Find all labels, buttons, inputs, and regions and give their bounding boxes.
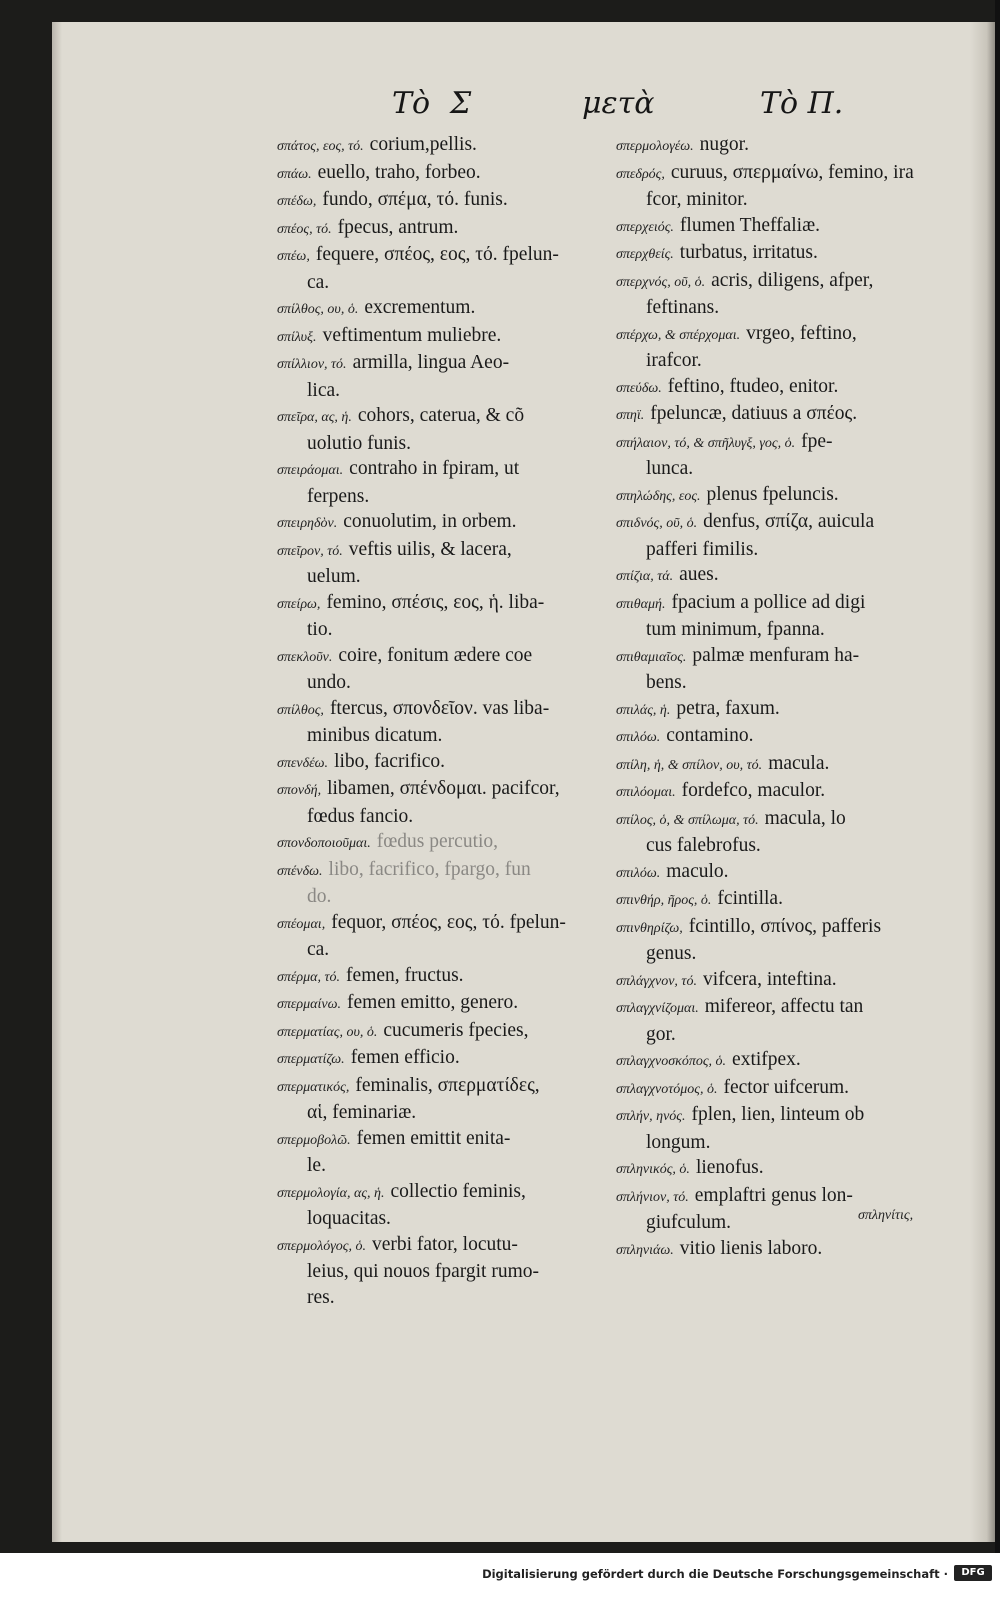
gloss-continuation: lica. (307, 379, 341, 401)
latin-gloss: acris, diligens, afper, (711, 269, 874, 291)
latin-gloss: conuolutim, in orbem. (343, 511, 517, 532)
gloss-continuation: fœdus fancio. (307, 805, 414, 827)
header-part-2: Σ (450, 86, 472, 121)
gloss-continuation: irafcor. (646, 350, 702, 371)
dictionary-entry (277, 829, 627, 857)
header-part-4: Τὸ Π. (760, 86, 844, 121)
dictionary-entry (277, 643, 627, 696)
greek-headword: σπείρω, (277, 596, 321, 612)
dictionary-entry (616, 778, 966, 806)
dictionary-entry (277, 1018, 627, 1046)
latin-gloss: fector uifcerum. (723, 1076, 850, 1098)
latin-gloss: euello, traho, forbeo. (317, 161, 481, 183)
gloss-continuation: tum minimum, fpanna. (646, 619, 825, 640)
greek-headword: σπειρηδὸν. (277, 516, 338, 531)
greek-headword: σπλαγχνοσκόπος, ὁ. (616, 1054, 727, 1069)
gloss-continuation: αἱ, feminariæ. (307, 1102, 417, 1123)
latin-gloss: collectio feminis, (390, 1180, 526, 1202)
dictionary-entry (277, 295, 627, 323)
latin-gloss: curuus, σπερμαίνω, femino, ira (670, 161, 914, 183)
dictionary-entry (616, 1236, 966, 1264)
dictionary-entry (616, 723, 966, 751)
gloss-continuation: uelum. (307, 566, 361, 587)
latin-gloss: lienofus. (695, 1157, 764, 1178)
greek-headword: σπίλυξ. (277, 329, 317, 345)
dictionary-entry (277, 242, 627, 295)
dictionary-entry (277, 1285, 627, 1311)
dictionary-entry (277, 403, 627, 456)
greek-headword: σπιδνός, οῦ, ὁ. (616, 516, 698, 531)
dfg-logo: DFG (954, 1565, 992, 1581)
greek-headword: σπέρχω, & σπέρχομαι. (616, 327, 741, 343)
latin-gloss: flumen Theffaliæ. (679, 214, 820, 236)
latin-gloss: fcintillo, σπίνος, pafferis (688, 915, 882, 937)
latin-gloss: libamen, σπένδομαι. pacifcor, (327, 778, 560, 799)
dictionary-entry (616, 401, 966, 429)
gloss-continuation: pafferi fimilis. (646, 538, 759, 560)
catchword: σπληνίτις, (858, 1208, 914, 1223)
dictionary-entry (277, 1045, 627, 1073)
greek-headword: σπερχειός. (616, 219, 674, 235)
latin-gloss: excrementum. (364, 297, 476, 318)
gloss-continuation: ferpens. (307, 485, 370, 507)
greek-headword: σπερμολογέω. (616, 139, 694, 154)
dictionary-entry (277, 910, 627, 963)
dictionary-entry (616, 643, 966, 696)
greek-headword: σπερμολόγος, ὁ. (277, 1238, 366, 1254)
greek-headword: σπέος, τό. (277, 221, 332, 237)
dictionary-entry (616, 268, 966, 321)
dictionary-entry (616, 994, 966, 1047)
latin-gloss: fordefco, maculor. (681, 780, 826, 801)
dictionary-entry (616, 859, 966, 887)
greek-headword: σπιλόω. (616, 865, 661, 881)
latin-gloss: fplen, lien, linteum ob (691, 1104, 865, 1125)
latin-gloss: fpacium a pollice ad digi (671, 591, 866, 613)
latin-gloss: emplaftri genus lon- (694, 1184, 853, 1206)
dictionary-entry (616, 374, 966, 402)
greek-headword: σπερματικός, (277, 1079, 350, 1095)
latin-gloss: fequor, σπέος, εος, τό. fpelun- (331, 911, 566, 933)
latin-gloss: cohors, caterua, & cõ (357, 405, 525, 426)
greek-headword: σπινθήρ, ῆρος, ὁ. (616, 893, 712, 908)
latin-gloss: fundo, σπέμα, τό. funis. (322, 189, 508, 210)
latin-gloss: vitio lienis laboro. (679, 1237, 823, 1259)
greek-headword: σπερχνός, οῦ, ὁ. (616, 274, 706, 290)
dictionary-entry (277, 509, 627, 537)
latin-gloss: femen emittit enita- (356, 1127, 511, 1149)
latin-gloss: fpeluncæ, datiuus a σπέος. (650, 403, 858, 424)
greek-headword: σπινθηρίζω, (616, 920, 683, 936)
latin-gloss: contraho in fpiram, ut (349, 458, 520, 479)
latin-gloss: femen, fructus. (346, 964, 464, 986)
dictionary-entry (277, 187, 627, 215)
dictionary-entry (277, 323, 627, 351)
header-part-1: Τὸ (392, 86, 431, 121)
dictionary-entry (616, 213, 966, 241)
dictionary-entry (616, 160, 966, 213)
dictionary-entry (277, 749, 627, 777)
dictionary-entry (616, 886, 966, 914)
left-column (277, 132, 627, 1310)
dictionary-entry (277, 963, 627, 991)
greek-headword: σπιλάς, ἡ. (616, 702, 671, 718)
greek-headword: σπενδέω. (277, 755, 329, 771)
gloss-continuation: tio. (307, 619, 333, 640)
greek-headword: σπλαγχνίζομαι. (616, 1001, 699, 1016)
greek-headword: σπέομαι, (277, 916, 326, 932)
latin-gloss: libo, facrifico. (334, 750, 446, 772)
latin-gloss: ftercus, σπονδεῖον. vas liba- (329, 697, 550, 719)
dictionary-entry (277, 776, 627, 829)
greek-headword: σπίλλιον, τό. (277, 357, 347, 372)
gloss-continuation: lunca. (646, 458, 694, 479)
page-gutter (52, 22, 62, 1542)
gloss-continuation: genus. (646, 943, 697, 964)
dictionary-entry (277, 990, 627, 1018)
latin-gloss: fœdus percutio, (376, 831, 499, 852)
latin-gloss: contamino. (666, 725, 754, 746)
greek-headword: σπέρμα, τό. (277, 969, 341, 985)
dictionary-entry (616, 482, 966, 510)
dictionary-entry (277, 1179, 627, 1232)
greek-headword: σπεύδω. (616, 380, 662, 396)
gloss-continuation: bens. (646, 672, 687, 693)
greek-headword: σπιθαμιαῖος. (616, 649, 687, 665)
greek-headword: σπεκλοῦν. (277, 649, 333, 665)
greek-headword: σπεῖρον, τό. (277, 543, 343, 559)
dictionary-entry (616, 1155, 966, 1183)
dictionary-entry (277, 537, 627, 590)
page-edge (970, 22, 998, 1542)
latin-gloss: macula, lo (764, 807, 846, 829)
dictionary-entry (277, 1232, 627, 1285)
greek-headword: σπλαγχνοτόμος, ὁ. (616, 1081, 718, 1097)
latin-gloss: turbatus, irritatus. (679, 242, 818, 263)
latin-gloss: denfus, σπίζα, auicula (703, 511, 875, 532)
dictionary-entry (616, 240, 966, 268)
greek-headword: σπίλθος, ου, ὁ. (277, 302, 359, 317)
greek-headword: σπλήν, ηνός. (616, 1109, 686, 1124)
latin-gloss: plenus fpeluncis. (706, 483, 839, 505)
latin-gloss: femen efficio. (350, 1047, 460, 1068)
gloss-continuation: longum. (646, 1131, 711, 1153)
latin-gloss: coire, fonitum ædere coe (338, 644, 533, 666)
dictionary-entry (616, 1102, 966, 1155)
greek-headword: σπένδω. (277, 863, 323, 879)
dictionary-entry (616, 562, 966, 590)
digitization-footer (0, 1553, 1000, 1599)
dictionary-entry (616, 509, 966, 562)
latin-gloss: libo, facrifico, fpargo, fun (328, 858, 531, 880)
latin-gloss: petra, faxum. (676, 697, 780, 719)
greek-headword: σπιλόω. (616, 730, 661, 745)
binding-shadow (995, 0, 1000, 1560)
greek-headword: σπερμοβολῶ. (277, 1132, 351, 1148)
latin-gloss: fequere, σπέος, εος, τό. fpelun- (315, 244, 559, 265)
gloss-continuation: fcor, minitor. (646, 189, 748, 210)
gloss-continuation: ca. (307, 939, 330, 960)
gloss-continuation: leius, qui nouos fpargit rumo- (307, 1261, 539, 1282)
greek-headword: σπερμαίνω. (277, 997, 342, 1012)
dictionary-entry (277, 696, 627, 749)
gloss-continuation: uolutio funis. (307, 432, 412, 454)
dictionary-entry (616, 1047, 966, 1075)
latin-gloss: cucumeris fpecies, (383, 1019, 529, 1041)
greek-headword: σπιθαμή. (616, 596, 666, 612)
dictionary-entry (616, 590, 966, 643)
latin-gloss: fpecus, antrum. (337, 216, 459, 238)
dictionary-entry (616, 696, 966, 724)
latin-gloss: corium,pellis. (369, 134, 477, 155)
greek-headword: σπήλαιον, τό, & σπῆλυγξ, γος, ὁ. (616, 435, 796, 451)
latin-gloss: palmæ menfuram ha- (692, 644, 860, 666)
latin-gloss: femino, σπέσις, εος, ἡ. liba- (326, 591, 545, 613)
gloss-continuation: ca. (307, 271, 330, 293)
gloss-continuation: res. (307, 1286, 335, 1308)
greek-headword: σπληνιάω. (616, 1242, 674, 1258)
gloss-continuation: giufculum. (646, 1212, 732, 1233)
latin-gloss: nugor. (699, 134, 749, 155)
gloss-continuation: gor. (646, 1023, 676, 1045)
greek-headword: σπάω. (277, 166, 312, 182)
dictionary-entry (616, 914, 966, 967)
greek-headword: σπίζια, τά. (616, 569, 674, 584)
latin-gloss: feftino, ftudeo, enitor. (667, 375, 839, 397)
latin-gloss: femen emitto, genero. (347, 992, 519, 1013)
greek-headword: σπλάγχνον, τό. (616, 973, 697, 989)
latin-gloss: aues. (679, 564, 719, 585)
greek-headword: σπέδω, (277, 194, 317, 209)
latin-gloss: armilla, lingua Aeo- (352, 352, 510, 373)
dictionary-entry (616, 967, 966, 995)
dictionary-entry (277, 590, 627, 643)
latin-gloss: macula. (768, 752, 830, 774)
dictionary-entry (616, 751, 966, 779)
latin-gloss: feminalis, σπερματίδες, (355, 1074, 540, 1096)
dictionary-entry (616, 1075, 966, 1103)
dictionary-entry (616, 1183, 966, 1236)
latin-gloss: veftimentum muliebre. (322, 324, 502, 346)
dictionary-entry (277, 350, 627, 403)
greek-headword: σπιλόομαι. (616, 785, 676, 800)
gloss-continuation: le. (307, 1155, 326, 1176)
dictionary-entry (616, 321, 966, 374)
greek-headword: σπίλος, ὁ, & σπίλωμα, τό. (616, 812, 759, 828)
dictionary-entry (277, 1126, 627, 1179)
latin-gloss: fcintilla. (717, 888, 783, 909)
dictionary-entry (277, 1073, 627, 1126)
latin-gloss: verbi fator, locutu- (371, 1233, 518, 1255)
greek-headword: σπίλθος, (277, 702, 324, 718)
greek-headword: σπηϊ. (616, 408, 645, 423)
greek-headword: σπονδοποιοῦμαι. (277, 836, 371, 851)
running-header (0, 86, 1000, 126)
greek-headword: σπερμολογία, ας, ἡ. (277, 1185, 385, 1201)
greek-headword: σπεδρός, (616, 166, 665, 182)
greek-headword: σπειράομαι. (277, 463, 344, 478)
latin-gloss: mifereor, affectu tan (704, 996, 864, 1017)
greek-headword: σπηλώδης, εος. (616, 488, 701, 504)
greek-headword: σπερματίας, ου, ὁ. (277, 1024, 378, 1040)
latin-gloss: fpe- (801, 430, 833, 452)
footer-credit: Digitalisierung gefördert durch die Deutsche Forschungsgemeinschaft · (482, 1567, 948, 1581)
greek-headword: σπονδή, (277, 783, 322, 798)
greek-headword: σπλήνιον, τό. (616, 1189, 689, 1205)
latin-gloss: vifcera, inteftina. (702, 968, 837, 990)
dictionary-entry (277, 160, 627, 188)
greek-headword: σπεῖρα, ας, ἡ. (277, 410, 352, 425)
latin-gloss: vrgeo, feftino, (746, 322, 857, 344)
dictionary-entry (277, 215, 627, 243)
gloss-continuation: do. (307, 886, 332, 907)
dictionary-entry (277, 456, 627, 509)
dictionary-entry (616, 806, 966, 859)
header-part-3: μετὰ (582, 86, 655, 121)
dictionary-entry (616, 132, 966, 160)
dictionary-entry (277, 132, 627, 160)
gloss-continuation: undo. (307, 672, 351, 693)
gloss-continuation: feftinans. (646, 297, 720, 318)
gloss-continuation: cus falebrofus. (646, 835, 761, 856)
greek-headword: σπάτος, εος, τό. (277, 139, 364, 154)
latin-gloss: veftis uilis, & lacera, (348, 538, 512, 560)
greek-headword: σπερχθείς. (616, 247, 674, 262)
latin-gloss: extifpex. (732, 1049, 801, 1070)
greek-headword: σπέω, (277, 249, 310, 264)
gloss-continuation: loquacitas. (307, 1208, 391, 1229)
greek-headword: σπίλη, ἡ, & σπίλον, ου, τό. (616, 757, 763, 773)
dictionary-entry (616, 429, 966, 482)
greek-headword: σπληνικός, ὁ. (616, 1162, 690, 1177)
gloss-continuation: minibus dicatum. (307, 725, 443, 746)
dictionary-entry (277, 857, 627, 910)
latin-gloss: maculo. (666, 860, 729, 882)
greek-headword: σπερματίζω. (277, 1052, 345, 1067)
right-column (616, 132, 966, 1263)
